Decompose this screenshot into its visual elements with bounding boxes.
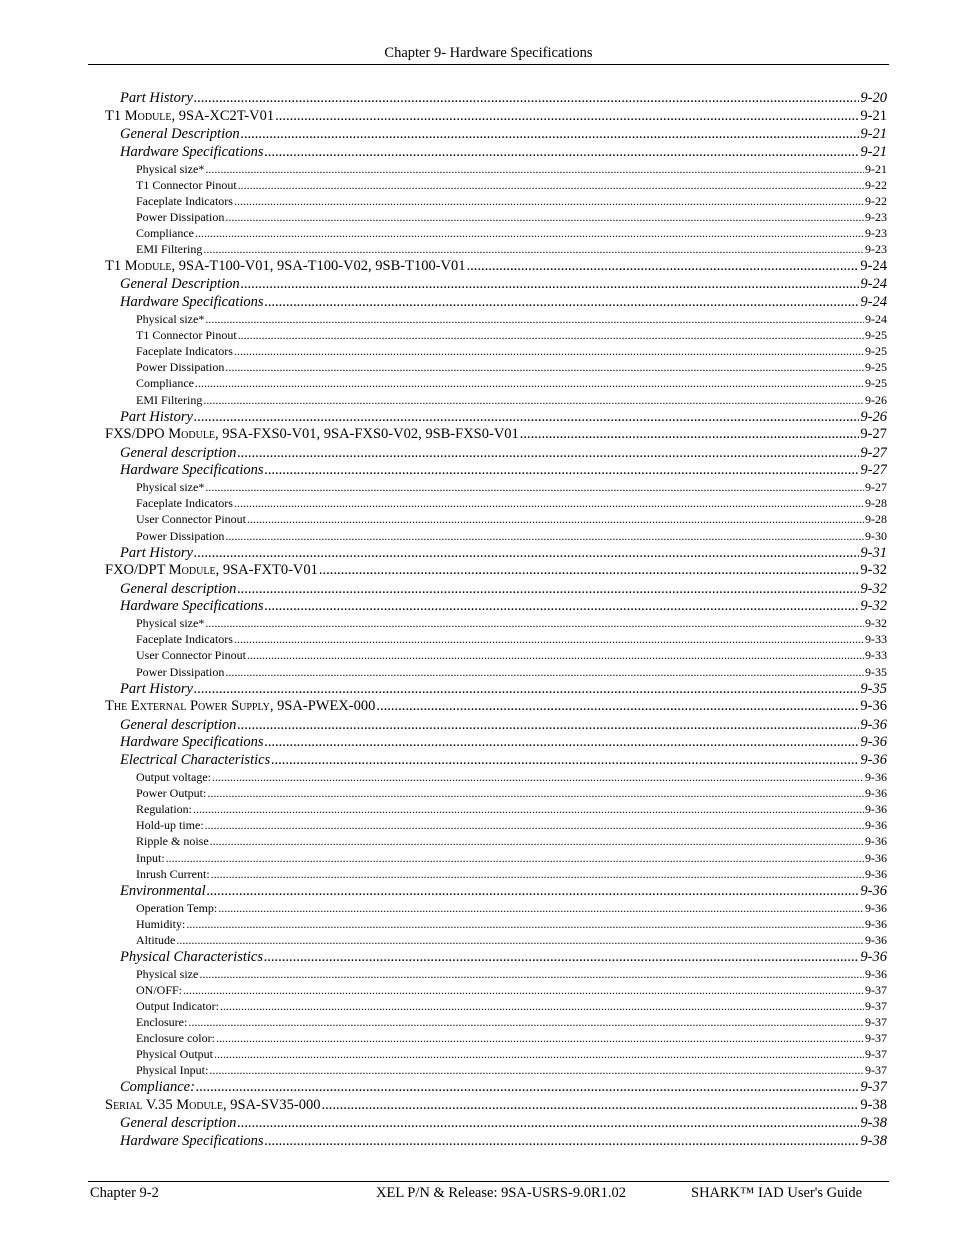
- toc-page-number: 9-36: [865, 850, 887, 865]
- toc-dot-leader: [247, 512, 864, 527]
- toc-entry-title: EMI Filtering: [136, 392, 203, 407]
- toc-entry-title: Compliance: [136, 226, 194, 240]
- toc-entry-title: Ripple & noise: [136, 834, 209, 849]
- toc-entry[interactable]: [120, 445, 887, 462]
- toc-dot-leader: [193, 802, 864, 817]
- toc-entry-title: Power Dissipation: [136, 360, 225, 375]
- toc-dot-leader: [265, 1133, 860, 1150]
- toc-entry-title: Faceplate Indicators: [136, 193, 233, 208]
- toc-entry-title: Inrush Current:: [136, 866, 210, 881]
- toc-dot-leader: [264, 949, 859, 966]
- toc-entry-title: Physical size*: [136, 480, 205, 495]
- toc-entry[interactable]: [136, 360, 887, 375]
- toc-entry[interactable]: [120, 1115, 887, 1132]
- toc-entry-title: Power Dissipation: [136, 209, 225, 224]
- toc-entry[interactable]: [136, 1047, 887, 1062]
- toc-dot-leader: [238, 328, 864, 343]
- toc-dot-leader: [205, 616, 864, 631]
- toc-page-number: 9-21: [865, 161, 887, 176]
- toc-entry-title: Power Dissipation: [136, 528, 225, 543]
- toc-entry-title: Part History: [120, 408, 193, 425]
- toc-page-number: 9-36: [865, 818, 887, 833]
- toc-dot-leader: [467, 258, 860, 275]
- toc-entry-title: Electrical Characteristics: [120, 752, 271, 769]
- toc-entry[interactable]: [136, 1063, 887, 1078]
- toc-entry[interactable]: [136, 178, 887, 193]
- toc-page-number: 9-27: [865, 480, 887, 495]
- footer-guide-title: SHARK™ IAD User's Guide: [691, 1185, 863, 1201]
- header-divider: [88, 64, 889, 65]
- toc-entry[interactable]: [120, 717, 887, 734]
- toc-page-number: 9-38: [860, 1115, 887, 1132]
- toc-entry-title: [105, 108, 274, 125]
- toc-entry[interactable]: [120, 126, 887, 143]
- toc-dot-leader: [205, 480, 864, 495]
- toc-page-number: 9-36: [865, 916, 887, 931]
- toc-page-number: 9-36: [860, 698, 887, 715]
- toc-entry-title: ON/OFF:: [136, 982, 183, 997]
- toc-dot-leader: [195, 226, 864, 241]
- toc-dot-leader: [194, 681, 860, 698]
- toc-dot-leader: [234, 632, 864, 647]
- toc-entry[interactable]: [136, 1015, 887, 1030]
- toc-entry[interactable]: [136, 162, 887, 177]
- toc-entry[interactable]: [120, 462, 887, 479]
- toc-entry-title: Humidity:: [136, 916, 186, 931]
- toc-entry-heading: T1 Module: [105, 258, 172, 275]
- toc-page-number: 9-25: [865, 376, 887, 391]
- toc-dot-leader: [183, 983, 864, 998]
- toc-entry-title: User Connector Pinout: [136, 648, 246, 663]
- toc-entry[interactable]: [136, 226, 887, 241]
- toc-dot-leader: [205, 818, 864, 833]
- toc-page-number: 9-28: [865, 496, 887, 511]
- toc-page-number: 9-36: [865, 802, 887, 817]
- toc-dot-leader: [207, 786, 864, 801]
- footer-divider: [88, 1181, 889, 1182]
- toc-entry-heading: T1 Module: [105, 107, 172, 124]
- toc-entry-title: Physical Characteristics: [120, 948, 263, 965]
- toc-dot-leader: [194, 90, 860, 107]
- toc-entry-title: Output Indicator:: [136, 998, 219, 1013]
- toc-dot-leader: [194, 545, 860, 562]
- toc-dot-leader: [216, 1031, 864, 1046]
- toc-dot-leader: [234, 344, 864, 359]
- toc-entry-heading: FXS/DPO Module: [105, 426, 216, 443]
- toc-page-number: 9-31: [860, 544, 887, 561]
- toc-entry[interactable]: [136, 999, 887, 1014]
- toc-page-number: 9-26: [860, 408, 887, 425]
- toc-entry[interactable]: [120, 734, 887, 751]
- toc-dot-leader: [207, 883, 860, 900]
- toc-entry-title: Physical Output: [136, 1047, 213, 1062]
- toc-entry[interactable]: [136, 194, 887, 209]
- toc-entry-title: [105, 426, 519, 443]
- toc-entry-title: Hold-up time:: [136, 818, 204, 833]
- toc-entry[interactable]: [136, 818, 887, 833]
- toc-entry[interactable]: [136, 242, 887, 257]
- toc-entry-title: Operation Temp:: [136, 900, 218, 915]
- toc-dot-leader: [238, 178, 864, 193]
- toc-page-number: 9-21: [860, 107, 887, 124]
- toc-page-number: 9-24: [860, 258, 887, 275]
- toc-page-number: 9-36: [865, 932, 887, 947]
- toc-dot-leader: [176, 933, 864, 948]
- toc-entry-title: Regulation:: [136, 802, 192, 817]
- toc-page-number: 9-37: [865, 982, 887, 997]
- toc-entry[interactable]: [136, 867, 887, 882]
- toc-entry[interactable]: [120, 752, 887, 769]
- toc-entry[interactable]: [136, 344, 887, 359]
- toc-entry-title: General Description: [120, 276, 240, 293]
- toc-entry-title: General description: [120, 716, 237, 733]
- toc-entry[interactable]: [120, 144, 887, 161]
- toc-entry[interactable]: [105, 426, 887, 443]
- toc-entry-part-number: , 9SA-SV35-000: [223, 1097, 321, 1114]
- toc-dot-leader: [218, 901, 864, 916]
- toc-dot-leader: [186, 917, 864, 932]
- toc-entry-title: Faceplate Indicators: [136, 344, 233, 359]
- toc-entry-title: Hardware Specifications: [120, 734, 264, 751]
- toc-entry-title: Part History: [120, 90, 193, 106]
- toc-dot-leader: [211, 867, 864, 882]
- toc-entry-part-number: , 9SA-FXS0-V01, 9SA-FXS0-V02, 9SB-FXS0-V01: [215, 426, 519, 443]
- toc-dot-leader: [265, 462, 860, 479]
- toc-page-number: 9-33: [865, 632, 887, 647]
- toc-entry[interactable]: [120, 681, 887, 698]
- page-header: Chapter 9- Hardware Specifications: [384, 45, 593, 61]
- toc-entry-title: Faceplate Indicators: [136, 496, 233, 511]
- toc-entry-part-number: , 9SA-XC2T-V01: [171, 107, 275, 124]
- toc-page-number: 9-38: [860, 1133, 887, 1150]
- toc-entry[interactable]: [120, 545, 887, 562]
- toc-page-number: 9-36: [860, 734, 887, 751]
- toc-entry-title: Hardware Specifications: [120, 143, 264, 160]
- toc-entry-title: General description: [120, 444, 237, 461]
- toc-entry[interactable]: [136, 529, 887, 544]
- toc-dot-leader: [166, 851, 864, 866]
- toc-entry-title: Hardware Specifications: [120, 1133, 264, 1150]
- toc-dot-leader: [234, 194, 864, 209]
- toc-entry[interactable]: [120, 883, 887, 900]
- toc-entry[interactable]: [136, 901, 887, 916]
- toc-dot-leader: [195, 376, 864, 391]
- toc-page-number: 9-35: [860, 680, 887, 697]
- toc-entry[interactable]: [120, 294, 887, 311]
- toc-entry-title: General Description: [120, 126, 240, 142]
- toc-entry-title: T1 Connector Pinout: [136, 328, 237, 343]
- toc-entry[interactable]: [120, 276, 887, 293]
- toc-dot-leader: [265, 294, 860, 311]
- toc-entry[interactable]: [136, 665, 887, 680]
- toc-page-number: 9-21: [860, 126, 887, 142]
- toc-page-number: 9-25: [865, 328, 887, 343]
- toc-entry[interactable]: [136, 933, 887, 948]
- toc-page-number: 9-23: [865, 226, 887, 240]
- toc-dot-leader: [203, 393, 864, 408]
- toc-entry[interactable]: [105, 1097, 887, 1114]
- toc-entry[interactable]: [136, 648, 887, 663]
- toc-dot-leader: [199, 967, 864, 982]
- toc-entry-title: [105, 258, 466, 275]
- toc-dot-leader: [247, 648, 864, 663]
- toc-entry-heading: FXO/DPT Module: [105, 562, 216, 579]
- toc-entry[interactable]: [136, 616, 887, 631]
- toc-page-number: 9-32: [860, 580, 887, 597]
- toc-dot-leader: [237, 445, 859, 462]
- toc-dot-leader: [205, 312, 864, 327]
- toc-page-number: 9-37: [865, 1063, 887, 1078]
- toc-page-number: 9-25: [865, 360, 887, 375]
- toc-entry[interactable]: [120, 409, 887, 426]
- toc-entry-title: Enclosure color:: [136, 1031, 215, 1045]
- toc-entry-title: Compliance: [136, 376, 194, 391]
- toc-entry-title: Altitude: [136, 932, 176, 947]
- toc-page-number: 9-23: [865, 209, 887, 224]
- toc-entry[interactable]: [136, 496, 887, 511]
- toc-page-number: 9-25: [865, 344, 887, 359]
- toc-page-number: 9-28: [865, 512, 887, 527]
- toc-entry[interactable]: [136, 393, 887, 408]
- toc-entry-title: Part History: [120, 544, 193, 561]
- toc-entry[interactable]: [136, 1031, 887, 1046]
- toc-entry[interactable]: [136, 786, 887, 801]
- toc-dot-leader: [225, 360, 864, 375]
- toc-entry-title: [105, 1097, 320, 1114]
- toc-entry[interactable]: [120, 1133, 887, 1150]
- toc-entry-heading: The External Power Supply: [105, 698, 270, 715]
- toc-page-number: 9-20: [860, 90, 887, 106]
- toc-page-number: 9-37: [860, 1079, 887, 1096]
- toc-page-number: 9-33: [865, 648, 887, 663]
- toc-dot-leader: [376, 698, 859, 715]
- toc-entry-title: Physical size*: [136, 312, 205, 326]
- toc-entry[interactable]: [120, 598, 887, 615]
- toc-entry[interactable]: [136, 834, 887, 849]
- toc-dot-leader: [220, 999, 864, 1014]
- toc-entry-title: General description: [120, 580, 237, 597]
- toc-page-number: 9-36: [860, 882, 887, 899]
- toc-entry[interactable]: [136, 376, 887, 391]
- toc-entry[interactable]: [136, 328, 887, 343]
- toc-entry[interactable]: [136, 312, 887, 327]
- toc-entry[interactable]: [136, 851, 887, 866]
- toc-page-number: 9-36: [865, 770, 887, 784]
- toc-entry-title: Physical size: [136, 966, 199, 981]
- toc-entry-title: General description: [120, 1115, 237, 1132]
- toc-page-number: 9-36: [865, 834, 887, 849]
- toc-page-number: 9-27: [860, 444, 887, 461]
- toc-dot-leader: [241, 126, 860, 143]
- toc-entry[interactable]: [136, 632, 887, 647]
- toc-entry-title: Hardware Specifications: [120, 598, 264, 615]
- toc-entry-title: User Connector Pinout: [136, 512, 246, 527]
- toc-entry-title: Power Output:: [136, 786, 207, 801]
- toc-page-number: 9-36: [865, 966, 887, 981]
- toc-entry[interactable]: [105, 698, 887, 715]
- toc-entry[interactable]: [136, 210, 887, 225]
- toc-entry[interactable]: [120, 90, 887, 107]
- toc-entry-title: [105, 562, 318, 579]
- toc-dot-leader: [196, 1079, 860, 1096]
- toc-dot-leader: [265, 144, 860, 161]
- toc-dot-leader: [194, 409, 860, 426]
- toc-page-number: 9-22: [865, 177, 887, 192]
- toc-entry-title: Faceplate Indicators: [136, 632, 233, 647]
- toc-page-number: 9-36: [865, 786, 887, 801]
- toc-entry-heading: Serial V.35 Module: [105, 1097, 223, 1114]
- toc-page-number: 9-36: [865, 866, 887, 881]
- toc-entry[interactable]: [136, 917, 887, 932]
- toc-dot-leader: [234, 496, 864, 511]
- toc-entry-title: Power Dissipation: [136, 664, 225, 679]
- toc-dot-leader: [203, 242, 864, 257]
- toc-entry-title: Physical Input:: [136, 1063, 209, 1078]
- toc-entry[interactable]: [136, 967, 887, 982]
- toc-dot-leader: [214, 1047, 864, 1062]
- toc-dot-leader: [271, 752, 859, 769]
- toc-dot-leader: [237, 717, 859, 734]
- toc-dot-leader: [225, 529, 864, 544]
- toc-page-number: 9-26: [865, 392, 887, 407]
- toc-entry[interactable]: [120, 949, 887, 966]
- toc-dot-leader: [237, 1115, 859, 1132]
- toc-entry-title: Physical size*: [136, 161, 205, 176]
- toc-entry-title: Enclosure:: [136, 1014, 188, 1029]
- toc-entry[interactable]: [136, 512, 887, 527]
- toc-entry[interactable]: [105, 562, 887, 579]
- footer-part-number: XEL P/N & Release: 9SA-USRS-9.0R1.02: [376, 1185, 626, 1201]
- footer-chapter: Chapter 9-2: [90, 1185, 159, 1201]
- toc-page-number: 9-37: [865, 998, 887, 1013]
- toc-page-number: 9-38: [860, 1097, 887, 1114]
- toc-entry-title: T1 Connector Pinout: [136, 177, 237, 192]
- toc-entry-part-number: , 9SA-FXT0-V01: [215, 562, 318, 579]
- toc-entry[interactable]: [136, 480, 887, 495]
- toc-entry-title: Environmental: [120, 882, 206, 899]
- toc-entry-title: Input:: [136, 850, 165, 865]
- toc-dot-leader: [265, 734, 860, 751]
- toc-page-number: 9-37: [865, 1031, 887, 1045]
- toc-page-number: 9-24: [860, 294, 887, 311]
- toc-dot-leader: [520, 426, 860, 443]
- toc-page-number: 9-27: [860, 426, 887, 443]
- toc-page-number: 9-35: [865, 664, 887, 679]
- toc-dot-leader: [237, 581, 859, 598]
- toc-dot-leader: [321, 1097, 859, 1114]
- toc-entry-title: Physical size*: [136, 616, 205, 631]
- toc-entry[interactable]: [120, 581, 887, 598]
- toc-entry-title: Output voltage:: [136, 770, 211, 784]
- toc-entry[interactable]: [105, 258, 887, 275]
- toc-entry[interactable]: [136, 983, 887, 998]
- toc-entry-title: Compliance:: [120, 1079, 195, 1096]
- toc-page-number: 9-32: [865, 616, 887, 631]
- toc-page-number: 9-36: [860, 716, 887, 733]
- toc-entry-title: Part History: [120, 680, 193, 697]
- toc-page-number: 9-22: [865, 193, 887, 208]
- toc-entry-title: [105, 698, 375, 715]
- toc-dot-leader: [210, 834, 864, 849]
- toc-page-number: 9-36: [860, 948, 887, 965]
- toc-dot-leader: [225, 210, 864, 225]
- toc-entry-title: EMI Filtering: [136, 242, 203, 257]
- toc-page-number: 9-36: [865, 900, 887, 915]
- toc-entry[interactable]: [136, 802, 887, 817]
- toc-dot-leader: [275, 108, 859, 125]
- toc-page-number: 9-37: [865, 1014, 887, 1029]
- toc-page-number: 9-37: [865, 1047, 887, 1062]
- toc-page-number: 9-27: [860, 462, 887, 479]
- toc-dot-leader: [319, 562, 860, 579]
- toc-dot-leader: [188, 1015, 864, 1030]
- toc-entry[interactable]: [105, 108, 887, 125]
- toc-entry[interactable]: [120, 1079, 887, 1096]
- toc-dot-leader: [212, 770, 864, 785]
- toc-page-number: 9-23: [865, 242, 887, 257]
- toc-page-number: 9-24: [865, 312, 887, 326]
- toc-page-number: 9-21: [860, 143, 887, 160]
- toc-entry-part-number: , 9SA-T100-V01, 9SA-T100-V02, 9SB-T100-V01: [171, 258, 466, 275]
- toc-dot-leader: [265, 598, 860, 615]
- toc-page-number: 9-32: [860, 598, 887, 615]
- toc-dot-leader: [209, 1063, 864, 1078]
- toc-dot-leader: [205, 162, 864, 177]
- toc-page-number: 9-32: [860, 562, 887, 579]
- toc-dot-leader: [225, 665, 864, 680]
- toc-entry-title: Hardware Specifications: [120, 294, 264, 311]
- toc-page-number: 9-24: [860, 276, 887, 293]
- toc-entry-part-number: , 9SA-PWEX-000: [269, 698, 376, 715]
- toc-entry[interactable]: [136, 770, 887, 785]
- toc-dot-leader: [241, 276, 860, 293]
- toc-page-number: 9-36: [860, 752, 887, 769]
- toc-entry-title: Hardware Specifications: [120, 462, 264, 479]
- toc-page-number: 9-30: [865, 528, 887, 543]
